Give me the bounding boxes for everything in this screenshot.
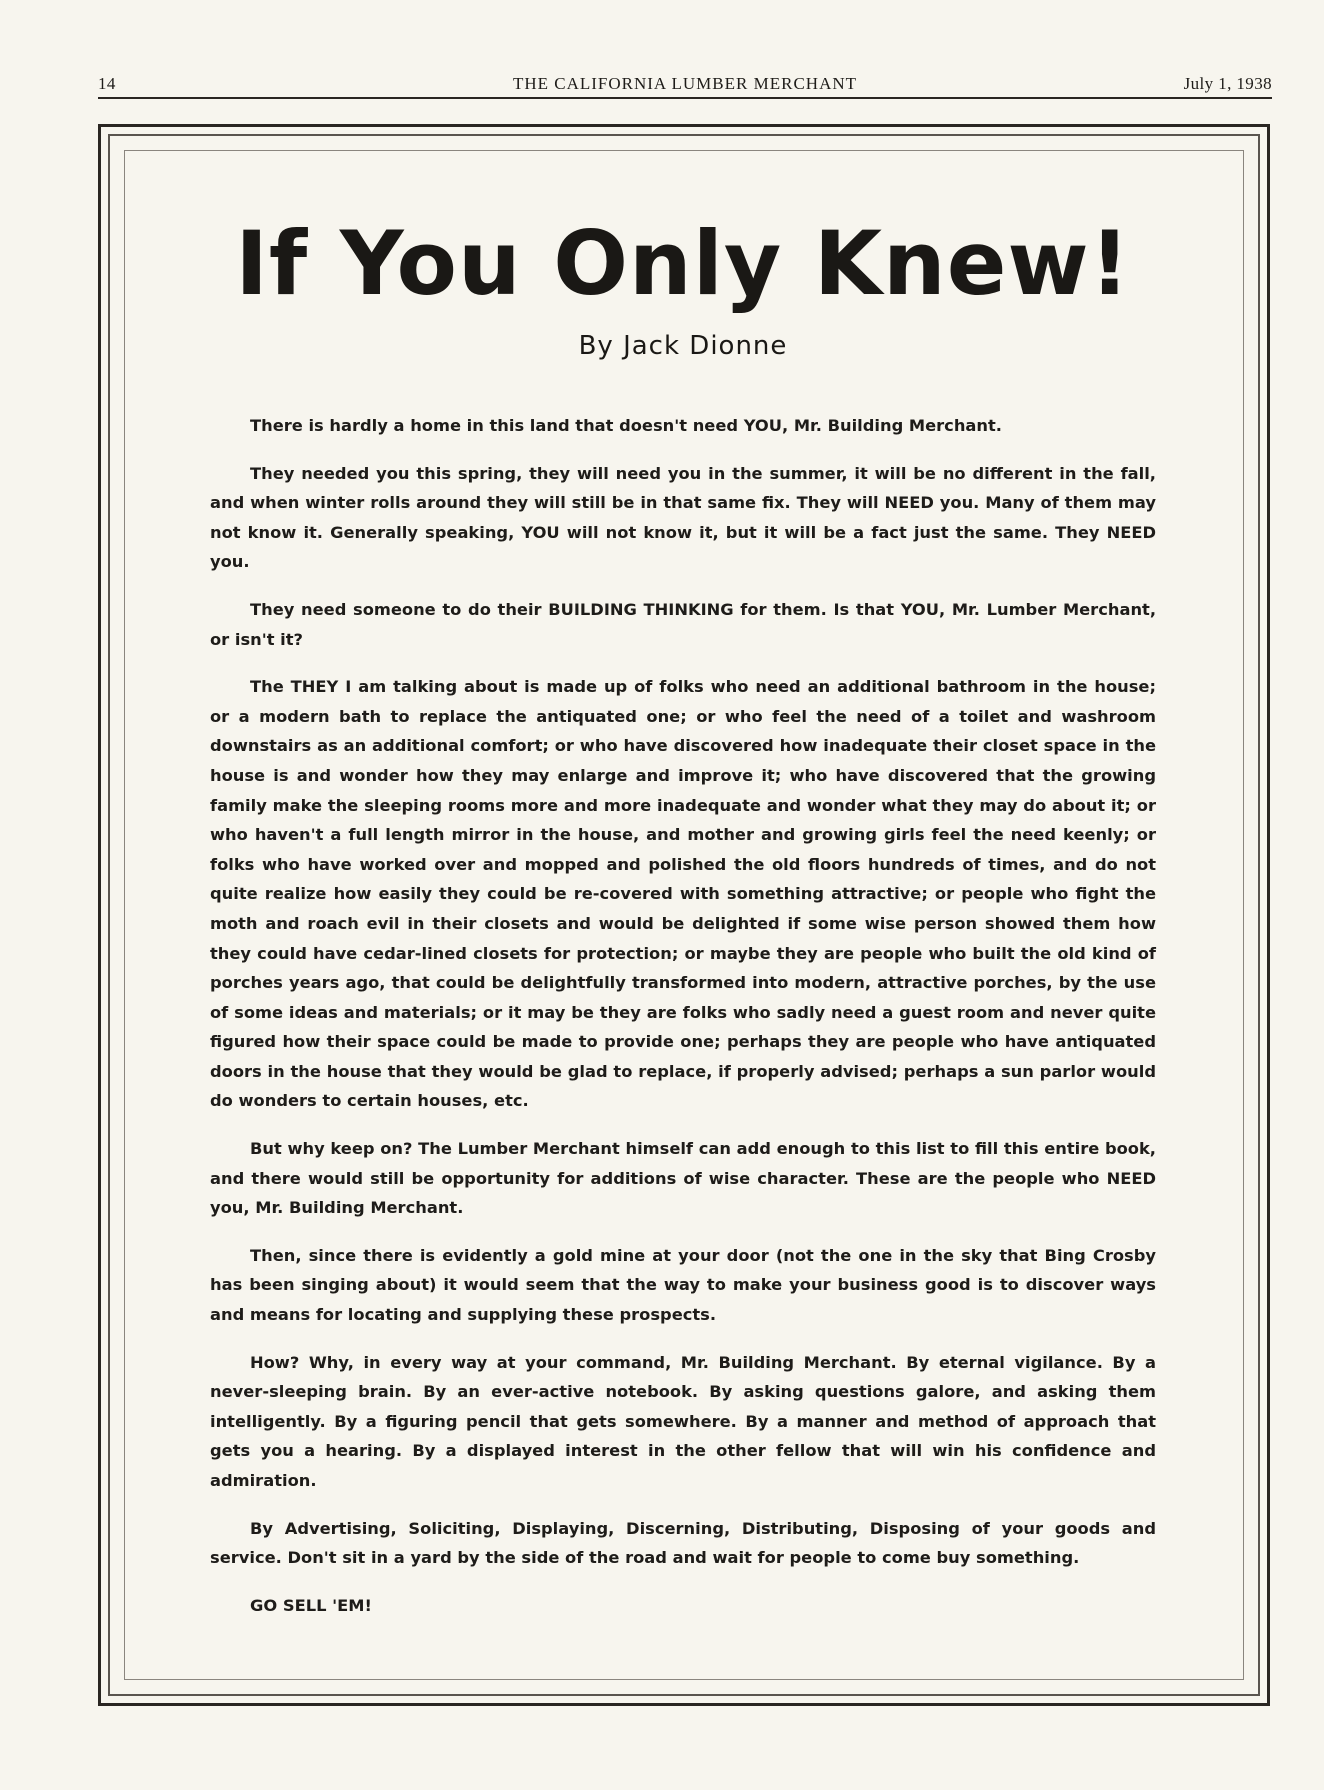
article-paragraph: But why keep on? The Lumber Merchant himself can add enough to this list to fill this entire book, and there would still be opportunity for additions of wise character. These are the people who NEED you, Mr. Building Merchant.	[210, 1139, 1156, 1218]
article-paragraph: How? Why, in every way at your command, Mr. Building Merchant. By eternal vigilance. By a never-sleeping brain. By an ever-active notebook. By asking questions galore, and asking them intelligently. By a figuring pencil that gets somewhere. By a manner and method of approach that gets you a hearing. By a displayed interest in the other fellow that will win his confidence and admiration.	[210, 1352, 1156, 1490]
article-paragraph: They needed you this spring, they will need you in the summer, it will be no different in the fall, and when winter rolls around they will still be in that same fix. They will NEED you. Many of them may not know it. Generally speaking, YOU will not know it, but it will be a fact just the same. They NEED you.	[210, 463, 1156, 572]
article-body	[210, 411, 1156, 1620]
issue-date: July 1, 1938	[1183, 74, 1272, 93]
article-paragraph: The THEY I am talking about is made up of folks who need an additional bathroom in the house; or a modern bath to replace the antiquated one; or who feel the need of a toilet and washroom downstairs as an additional comfort; or who have discovered how inadequate their closet space in the house is and wonder how they may enlarge and improve it; who have discovered that the growing family make the sleeping rooms more and more inadequate and wonder what they may do about it; or who haven't a full length mirror in the house, and mother and growing girls feel the need keenly; or folks who have worked over and mopped and polished the old floors hundreds of times, and do not quite realize how easily they could be re-covered with something attractive; or people who fight the moth and roach evil in their closets and would be delighted if some wise person showed them how they could have cedar-lined closets for protection; or maybe they are people who built the old kind of porches years ago, that could be delightfully transformed into modern, attractive porches, by the use of some ideas and materials; or it may be they are folks who sadly need a guest room and never quite figured how their space could be made to provide one; perhaps they are people who have antiquated doors in the house that they would be glad to replace, if properly advised; perhaps a sun parlor would do wonders to certain houses, etc.	[210, 677, 1156, 1111]
page-number: 14	[98, 74, 116, 93]
article-paragraph: There is hardly a home in this land that doesn't need YOU, Mr. Building Merchant.	[250, 416, 1002, 435]
running-head	[98, 70, 1272, 98]
article-byline: By Jack Dionne	[578, 331, 788, 361]
article	[210, 208, 1156, 1638]
article-title: If You Only Knew!	[235, 212, 1131, 315]
article-paragraph: By Advertising, Soliciting, Displaying, Discerning, Distributing, Disposing of your goods and service. Don't sit in a yard by the side of the road and wait for people to come buy something.	[210, 1518, 1156, 1568]
article-paragraph: Then, since there is evidently a gold mine at your door (not the one in the sky that Bing Crosby has been singing about) it would seem that the way to make your business good is to discover ways and means for locating and supplying these prospects.	[210, 1245, 1156, 1325]
journal-title: THE CALIFORNIA LUMBER MERCHANT	[512, 74, 858, 93]
article-paragraph: They need someone to do their BUILDING THINKING for them. Is that YOU, Mr. Lumber Merchant, or isn't it?	[210, 599, 1156, 649]
article-closing-line: GO SELL 'EM!	[250, 1595, 372, 1615]
header-rule	[98, 97, 1272, 99]
